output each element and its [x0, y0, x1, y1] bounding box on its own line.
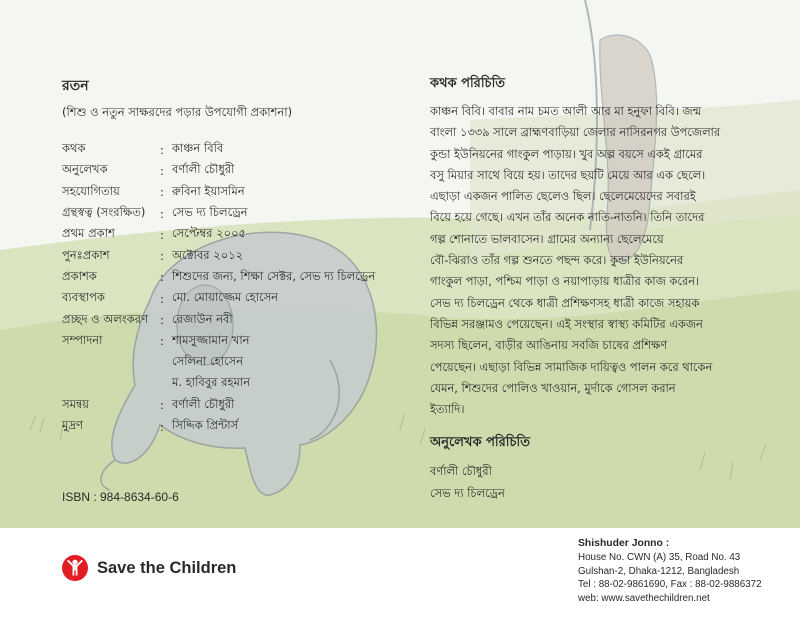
narrator-paragraph	[430, 101, 730, 420]
credit-label: ব্যবস্থাপক	[62, 290, 105, 305]
paragraph-line: বাংলা ১৩৩৯ সালে ব্রাহ্মণবাড়িয়া জেলার নাসিরনগর উপজেলার	[430, 125, 721, 140]
credit-value: সেভ দ্য চিলড্রেন	[172, 205, 248, 220]
paragraph-line: বসু মিয়ার সাথে বিয়ে হয়। তাদের ছয়টি মেয়ে আর এক ছেলে।	[430, 167, 706, 182]
credit-value: বর্ণালী চৌধুরী	[172, 162, 235, 177]
credits-list	[62, 139, 422, 437]
isbn: ISBN : 984-8634-60-6	[62, 490, 179, 504]
writer-name: বর্ণালী চৌধুরী	[430, 464, 492, 478]
colophon	[62, 74, 422, 437]
credit-colon: :	[160, 334, 164, 349]
credit-value: ম. হাবিবুর রহমান	[172, 375, 251, 390]
credit-row	[62, 288, 422, 309]
credit-colon: :	[160, 185, 164, 200]
writer-organization: সেভ দ্য চিলড্রেন	[430, 486, 505, 500]
address-line: Gulshan-2, Dhaka-1212, Bangladesh	[578, 565, 740, 577]
credit-value: শামসুজ্জামান খান	[172, 332, 250, 347]
website-line: web: www.savethechildren.net	[578, 593, 710, 605]
credit-value: সেলিনা হোসেন	[172, 354, 244, 369]
credit-value: শিশুদের জন্য, শিক্ষা সেক্টর, সেভ দ্য চিলড্রেন	[172, 268, 376, 283]
paragraph-line: বিভিন্ন সরঞ্জামও পেয়েছেন। এই সংস্থার স্বাস্থ্য কমিটির একজন	[430, 316, 703, 331]
address-block	[578, 537, 762, 606]
paragraph-line: ইত্যাদি।	[430, 402, 465, 417]
credit-colon: :	[160, 206, 164, 221]
credit-row	[62, 139, 422, 160]
credit-colon: :	[160, 249, 164, 264]
paragraph-line: গাংকুল পাড়া, পশ্চিম পাড়া ও নয়াপাড়ায় ধাত্রীর কাজ করেন।	[430, 274, 700, 289]
credit-label: অনুলেখক	[62, 162, 108, 177]
credit-value: রেজাউন নবী	[172, 311, 233, 326]
credit-row	[62, 331, 422, 352]
credit-value: কাঞ্চন বিবি	[172, 141, 224, 156]
narrator-heading: কথক পরিচিতি	[430, 76, 506, 91]
credit-row	[62, 182, 422, 203]
paragraph-line: বৌ-ঝিরাও তাঁর গল্প শুনতে পছন্দ করে। কুন্ডা ইউনিয়নের	[430, 253, 684, 268]
credit-row	[62, 309, 422, 330]
paragraph-line: এছাড়া একজন পালিত ছেলেও ছিল। ছেলেমেয়েদের সবারই	[430, 189, 696, 204]
paragraph-line: গল্প শোনাতে ভালবাসেন। গ্রামের অন্যান্য ছেলেমেয়ে	[430, 231, 664, 246]
credit-value: রুবিনা ইয়াসমিন	[172, 183, 245, 198]
credit-colon: :	[160, 398, 164, 413]
credit-row	[62, 395, 422, 416]
credit-label: প্রচ্ছদ ও অলংকরণ	[62, 311, 149, 326]
credit-label: পুনঃপ্রকাশ	[62, 247, 110, 262]
credit-colon: :	[160, 419, 164, 434]
credit-row	[62, 373, 422, 394]
credit-colon: :	[160, 163, 164, 178]
address-line: House No. CWN (A) 35, Road No. 43	[578, 551, 741, 563]
credit-label: সমন্বয়	[62, 396, 89, 411]
address-heading: Shishuder Jonno :	[578, 538, 670, 549]
child-arms-raised-icon	[62, 555, 88, 581]
credit-row	[62, 160, 422, 181]
save-the-children-logo	[62, 555, 236, 581]
credit-row	[62, 267, 422, 288]
paragraph-line: পেয়েছেন। এছাড়া বিভিন্ন সামাজিক দায়িত্বও পালন করে থাকেন	[430, 359, 713, 374]
address-line: Tel : 88-02-9861690, Fax : 88-02-9886372	[578, 579, 762, 591]
narrator-section	[430, 74, 730, 420]
credit-colon: :	[160, 227, 164, 242]
credit-value: অক্টোবর ২০১২	[172, 247, 244, 262]
credit-row	[62, 416, 422, 437]
writer-section	[430, 433, 730, 504]
credit-value: সিদ্দিক প্রিন্টার্স	[172, 418, 239, 432]
credit-row	[62, 352, 422, 373]
book-subtitle: (শিশু ও নতুন সাক্ষরদের পড়ার উপযোগী প্রকাশনা)	[62, 105, 293, 119]
credit-colon: :	[160, 313, 164, 328]
credit-label: কথক	[62, 141, 86, 156]
credit-value: মো. মোয়াজ্জেম হোসেন	[172, 290, 279, 305]
credit-colon: :	[160, 270, 164, 285]
paragraph-line: বিয়ে হয়ে গেছে। এখন তাঁর অনেক নাতি-নাতনি। তিনি তাদের	[430, 210, 705, 225]
credit-label: প্রথম প্রকাশ	[62, 226, 115, 241]
credit-row	[62, 224, 422, 245]
logo-text: Save the Children	[97, 558, 237, 577]
paragraph-line: কুন্ডা ইউনিয়নের গাংকুল পাড়ায়। খুব অল্প বয়সে একই গ্রামের	[430, 146, 703, 161]
paragraph-line: সদস্য ছিলেন, বাড়ীর আঙিনায় সবজি চাষের প্রশিক্ষণ	[430, 338, 668, 353]
writer-heading: অনুলেখক পরিচিতি	[430, 435, 530, 450]
credit-label: সম্পাদনা	[62, 332, 103, 347]
credit-label: প্রকাশক	[62, 268, 97, 283]
credit-label: সহযোগিতায়	[62, 183, 120, 198]
credit-value: সেপ্টেম্বর ২০০৫	[172, 226, 247, 241]
credit-value: বর্ণালী চৌধুরী	[172, 396, 235, 411]
paragraph-line: যেমন, শিশুদের পোলিও খাওয়ান, মুর্দাকে গোসল করান	[430, 380, 676, 395]
credit-label: মুদ্রণ	[62, 418, 83, 432]
credit-colon: :	[160, 142, 164, 157]
book-title: রতন	[62, 78, 89, 94]
credit-colon: :	[160, 291, 164, 306]
paragraph-line: কাঞ্চন বিবি। বাবার নাম চমত আলী আর মা হনুফা বিবি। জন্ম	[430, 104, 702, 118]
credit-row	[62, 203, 422, 224]
footer	[0, 528, 800, 619]
credit-row	[62, 245, 422, 266]
paragraph-line: সেভ দ্য চিলড্রেন থেকে ধাত্রী প্রশিক্ষণসহ ধাত্রী কাজে সহায়ক	[430, 295, 700, 310]
credit-label: গ্রন্থস্বত্ব (সংরক্ষিত)	[62, 205, 146, 220]
